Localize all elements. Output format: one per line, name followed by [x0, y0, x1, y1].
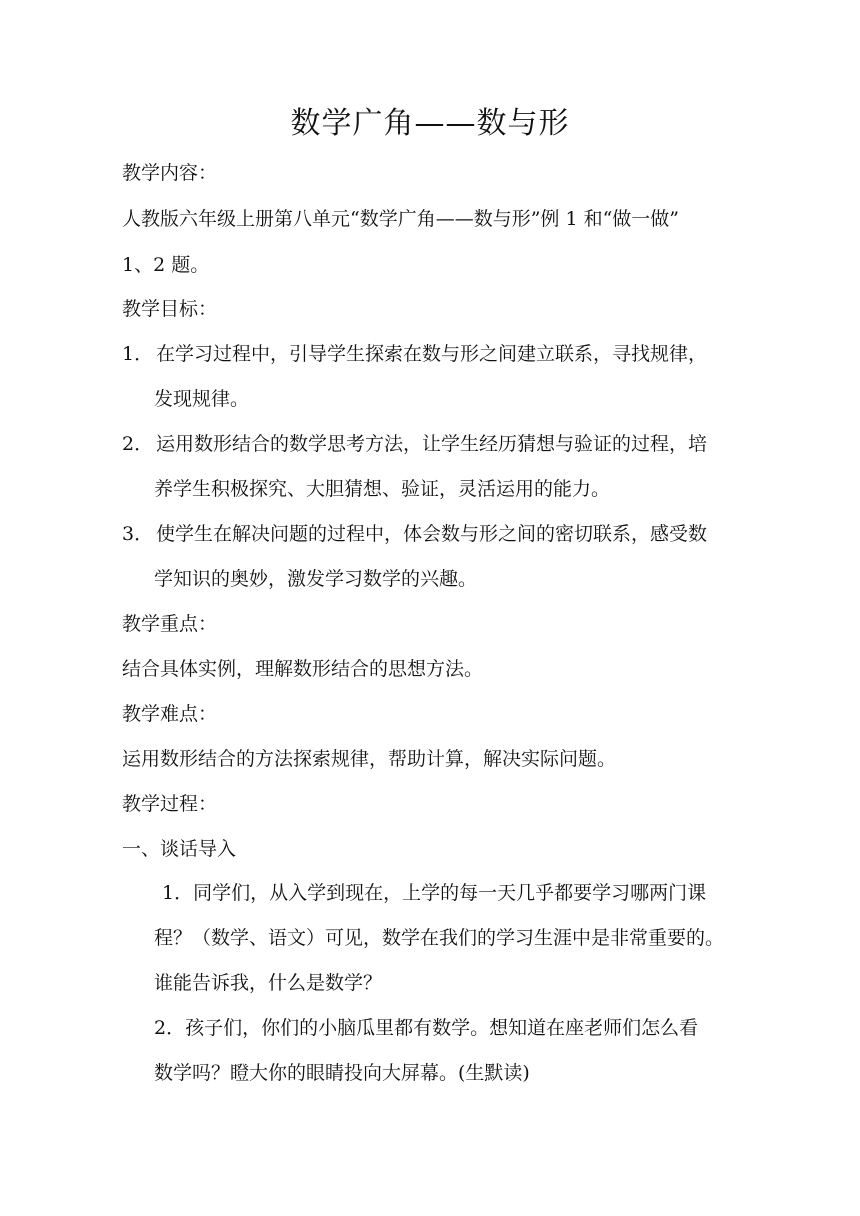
- objective-number: 2．: [122, 433, 154, 455]
- objective-number: 1．: [122, 343, 154, 365]
- content-text-line-2: 1、2 题。: [122, 254, 210, 276]
- process-paragraph-1-line-1: 1．同学们，从入学到现在，上学的每一天几乎都要学习哪两门课: [162, 882, 707, 904]
- key-point-heading: 教学重点：: [122, 613, 218, 635]
- objective-1-text-line-2: 发现规律。: [154, 388, 250, 410]
- difficulty-text: 运用数形结合的方法探索规律，帮助计算，解决实际问题。: [122, 748, 617, 770]
- objective-text-line-1: 在学习过程中，引导学生探索在数与形之间建立联系，寻找规律，: [156, 343, 708, 365]
- objective-item-3: [122, 519, 707, 549]
- objective-2-text-line-2: 养学生积极探究、大胆猜想、验证，灵活运用的能力。: [154, 478, 611, 500]
- objective-item-1: [122, 339, 707, 369]
- objectives-heading: 教学目标：: [122, 298, 218, 320]
- objective-3-text-line-2: 学知识的奥妙，激发学习数学的兴趣。: [154, 568, 478, 590]
- key-point-text: 结合具体实例，理解数形结合的思想方法。: [122, 658, 484, 680]
- document-title: 数学广角——数与形: [290, 106, 570, 141]
- process-heading: 教学过程：: [122, 793, 218, 815]
- process-paragraph-1-line-2: 程？（数学、语文）可见，数学在我们的学习生涯中是非常重要的。: [154, 927, 725, 949]
- process-section-1-heading: 一、谈话导入: [122, 838, 237, 860]
- objective-text-line-1: 运用数形结合的数学思考方法，让学生经历猜想与验证的过程，培: [156, 433, 708, 455]
- difficulty-heading: 教学难点：: [122, 703, 218, 725]
- process-paragraph-1-line-3: 谁能告诉我，什么是数学？: [154, 972, 383, 994]
- objective-text-line-1: 使学生在解决问题的过程中，体会数与形之间的密切联系，感受数: [156, 523, 708, 545]
- process-paragraph-2-line-1: 2．孩子们，你们的小脑瓜里都有数学。想知道在座老师们怎么看: [154, 1017, 699, 1039]
- content-text-line-1: 人教版六年级上册第八单元“数学广角——数与形”例 1 和“做一做”: [122, 208, 680, 230]
- process-paragraph-2-line-2: 数学吗？瞪大你的眼睛投向大屏幕。(生默读): [154, 1062, 530, 1084]
- content-heading: 教学内容：: [122, 162, 218, 184]
- objective-number: 3．: [122, 523, 154, 545]
- objective-item-2: [122, 429, 707, 459]
